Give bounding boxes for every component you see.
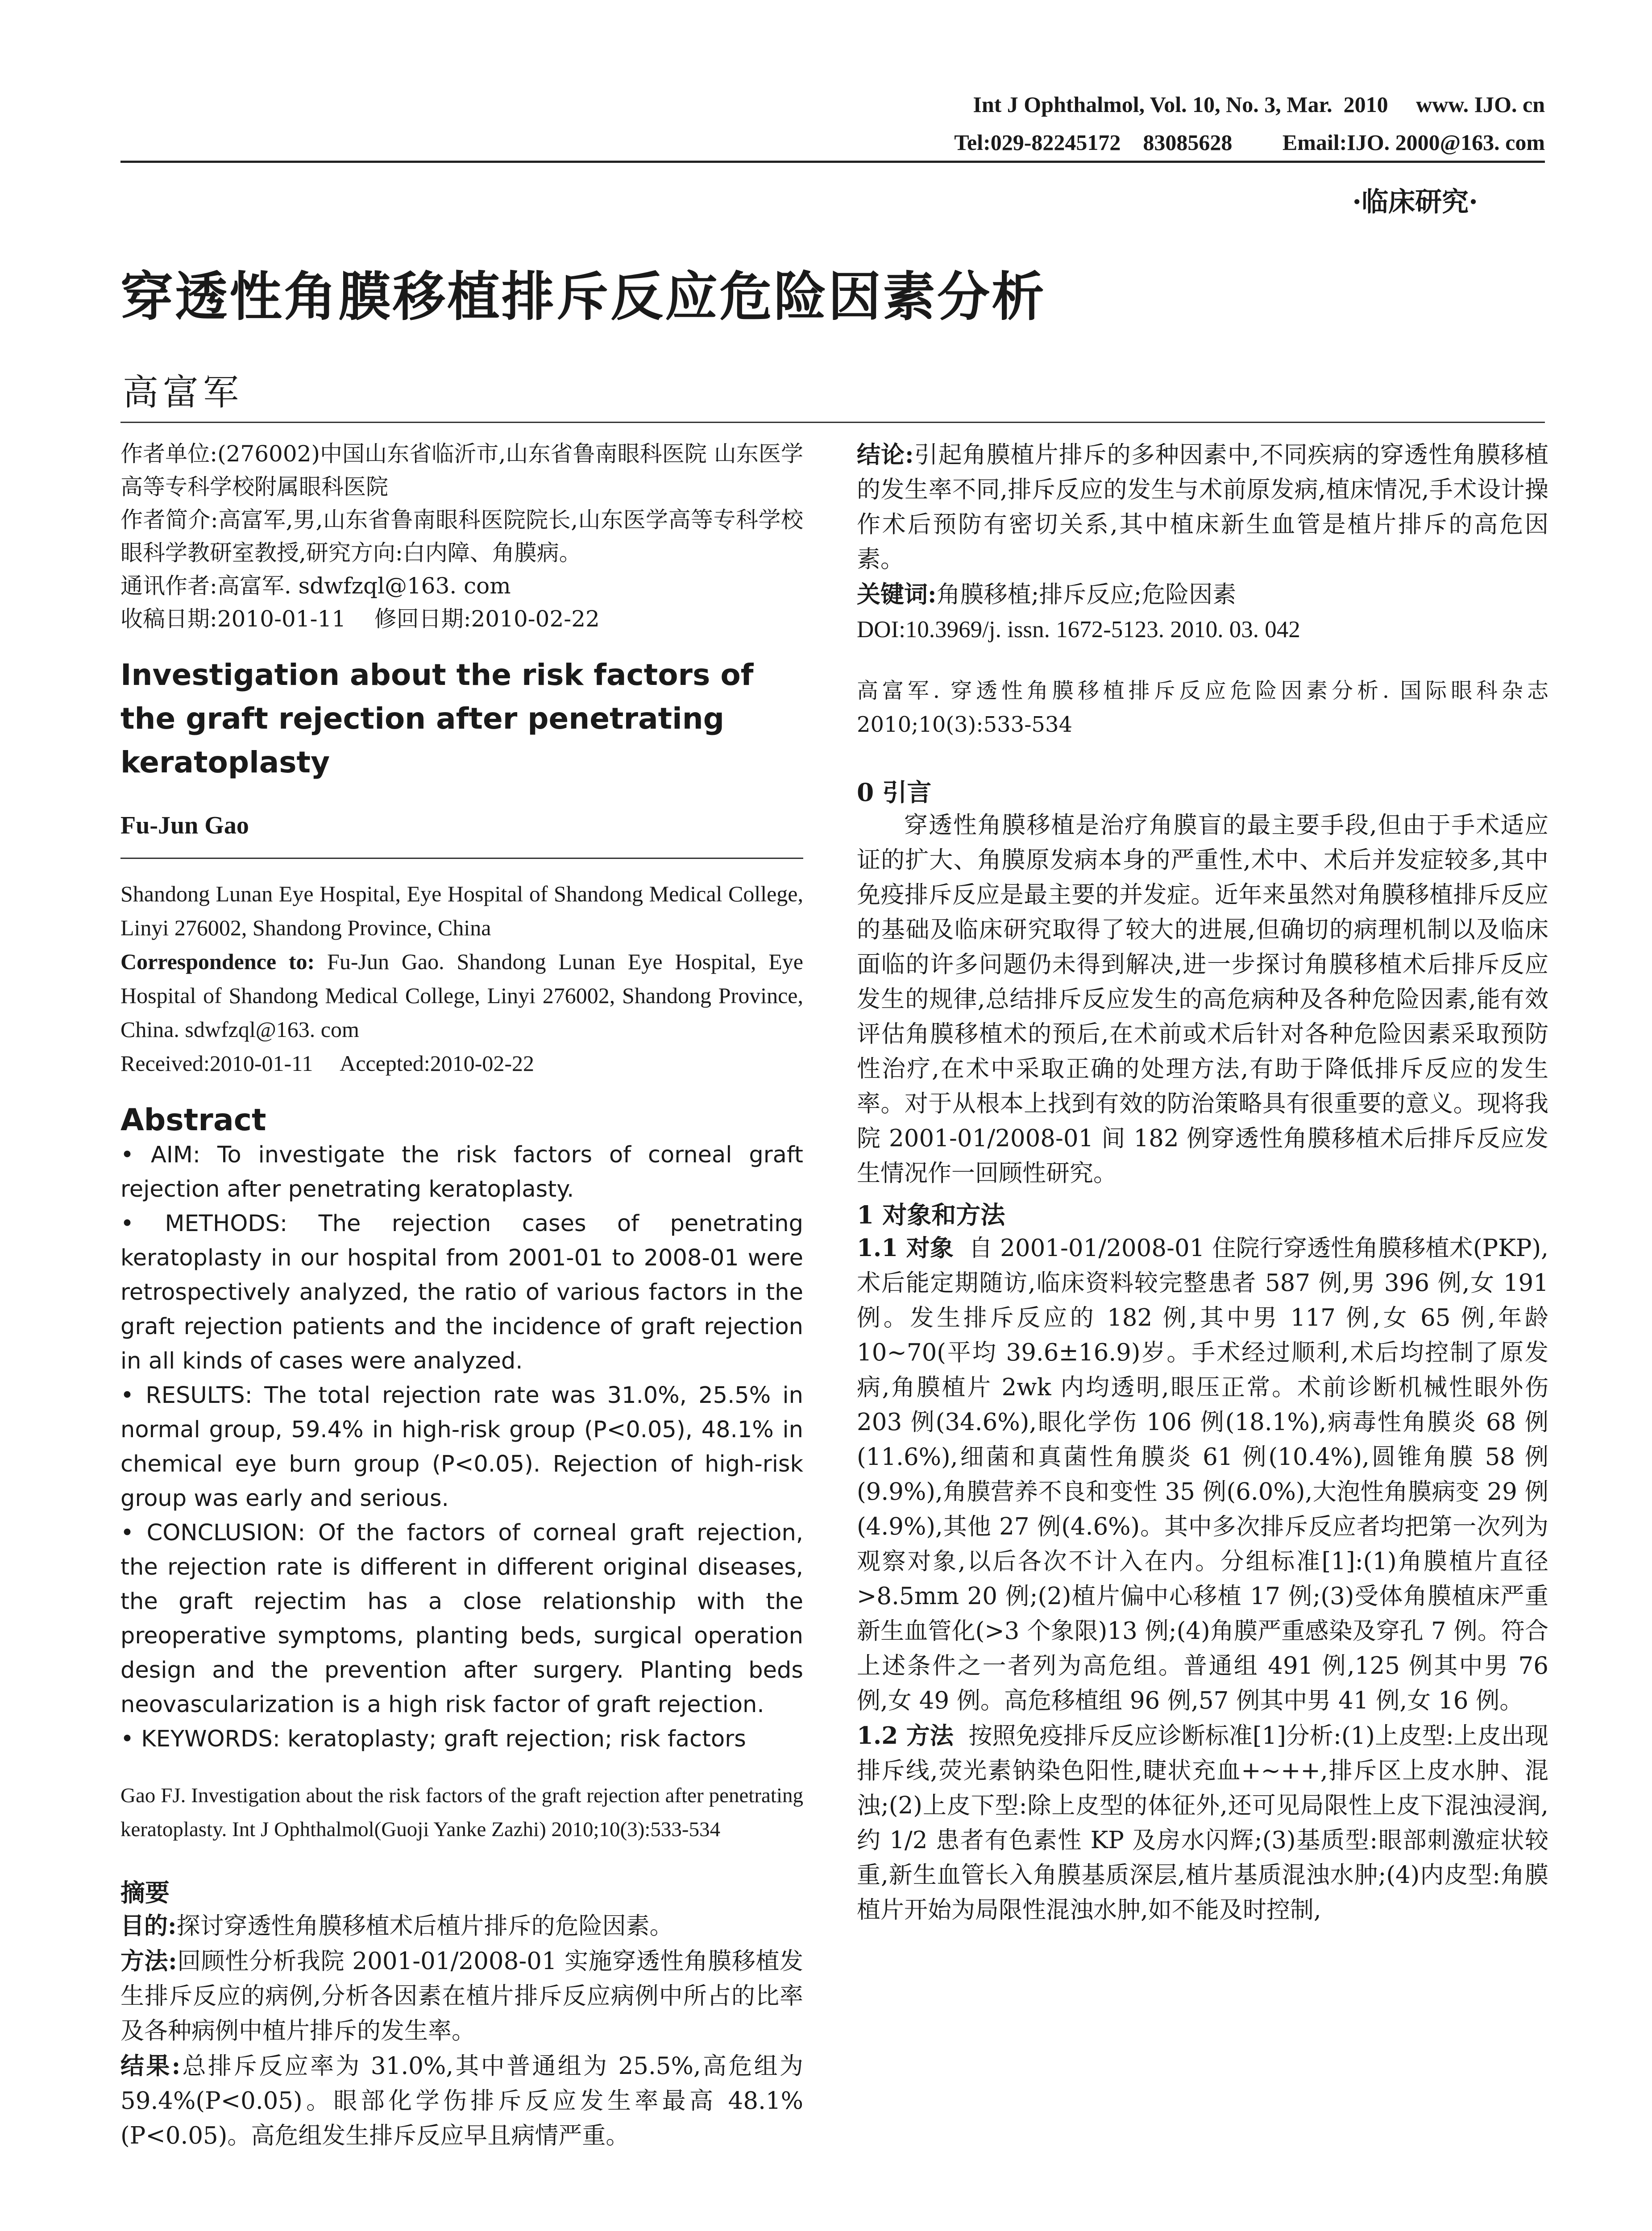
abstract-methods: • METHODS: The rejection cases of penetrating keratoplasty in our hospital from 2001-01 to 2008-01 were retrospectively analyzed, the ratio of various factors in the graft rejection patients and the incidence of graft rejection in all kinds of cases were analyzed. bbox=[120, 1211, 803, 1374]
aim-text-cn: 探讨穿透性角膜移植术后植片排斥的危险因素。 bbox=[176, 1912, 673, 1940]
section-1-1-text: 自 2001-01/2008-01 住院行穿透性角膜移植术(PKP),术后能定期随访,临床资料较完整患者 587 例,男 396 例,女 191 例。发生排斥反应的 182 例,其中男 117 例,女 65 例,年龄 10~70(平均 39.6±16.9)岁。手术经过顺利,术后均控制了原发病,角膜植片 2wk 内均透明,眼压正常。术前诊断机械性眼外伤 203 例(34.6%),眼化学伤 106 例(18.1%),病毒性角膜炎 68 例(11.6%),细菌和真菌性角膜炎 61 例(10.4%),圆锥角膜 58 例(9.9%),角膜营养不良和变性 35 例(6.0%),大泡性角膜病变 29 例(4.9%),其他 27 例(4.6%)。其中多次排斥反应者均把第一次列为观察对象,以后各次不计入在内。分组标准[1]:(1)角膜植片直径>8.5mm 20 例;(2)植片偏中心移植 17 例;(3)受体角膜植床严重新生血管化(>3 个象限)13 例;(4)角膜严重感染及穿孔 7 例。符合上述条件之一者列为高危组。普通组 491 例,125 例其中男 76 例,女 49 例。高危移植组 96 例,57 例其中男 41 例,女 16 例。 bbox=[857, 1235, 1556, 1714]
left-column bbox=[120, 437, 803, 2153]
methods-heading: 1 对象和方法 bbox=[857, 1200, 1005, 1229]
citation-en: Gao FJ. Investigation about the risk factors of the graft rejection after penetrating keratoplasty. Int J Ophthalmol(Guoji Yanke Zazhi) 2010;10(3):533-534 bbox=[120, 1784, 803, 1841]
affiliation-address-en: Shandong Lunan Eye Hospital, Eye Hospital of Shandong Medical College, Linyi 276002, Shandong Province, China bbox=[120, 881, 803, 940]
abstract-cn-results bbox=[120, 2049, 803, 2153]
abstract-cn-heading: 摘要 bbox=[120, 1878, 170, 1907]
aim-label-cn: 目的: bbox=[120, 1912, 177, 1940]
abstract-heading: Abstract bbox=[120, 1103, 266, 1138]
methods-label-cn: 方法: bbox=[120, 1947, 177, 1975]
abstract-keywords: • KEYWORDS: keratoplasty; graft rejection; risk factors bbox=[120, 1726, 746, 1752]
article-title-cn: 穿透性角膜移植排斥反应危险因素分析 bbox=[120, 265, 1046, 328]
correspondence-label: Correspondence to: bbox=[120, 949, 315, 974]
journal-header-line1: Int J Ophthalmol, Vol. 10, No. 3, Mar. 2010 www. IJO. cn bbox=[973, 92, 1545, 117]
abstract-results: • RESULTS: The total rejection rate was 31.0%, 25.5% in normal group, 59.4% in high-risk group (P<0.05), 48.1% in chemical eye burn group (P<0.05). Rejection of high-risk group was early and serious. bbox=[120, 1382, 803, 1512]
section-1-2-text: 按照免疫排斥反应诊断标准[1]分析:(1)上皮型:上皮出现排斥线,荧光素钠染色阳性,睫状充血+~++,排斥区上皮水肿、混浊;(2)上皮下型:除上皮型的体征外,还可见局限性上皮下混浊浸润,约 1/2 患者有色素性 KP 及房水闪辉;(3)基质型:眼部刺激症状较重,新生血管长入角膜基质深层,植片基质混浊水肿;(4)内皮型:角膜植片开始为局限性混浊水肿,如不能及时控制, bbox=[857, 1722, 1548, 1924]
results-text-cn: 总排斥反应率为 31.0%,其中普通组为 25.5%,高危组为 59.4%(P<0.05)。眼部化学伤排斥反应发生率最高 48.1%(P<0.05)。高危组发生排斥反应早且病情严重。 bbox=[120, 2053, 803, 2149]
abstract-cn-keywords bbox=[857, 577, 1548, 612]
abstract-cn-body bbox=[120, 1908, 803, 2153]
author-bio: 作者简介:高富军,男,山东省鲁南眼科医院院长,山东医学高等专科学校眼科学教研室教授,研究方向:白内障、角膜病。 bbox=[120, 507, 803, 566]
section-1-1-label: 1.1 对象 bbox=[857, 1234, 954, 1262]
intro-heading: 0 引言 bbox=[857, 778, 932, 807]
correspondence-en bbox=[120, 945, 803, 1046]
conclusion-text-cn: 引起角膜植片排斥的多种因素中,不同疾病的穿透性角膜移植的发生率不同,排斥反应的发生与术前原发病,植床情况,手术设计操作术后预防有密切关系,其中植床新生血管是植片排斥的高危因素。 bbox=[857, 441, 1548, 573]
author-divider bbox=[120, 858, 803, 859]
abstract-conclusion: • CONCLUSION: Of the factors of corneal graft rejection, the rejection rate is different in different original diseases, the graft rejectim has a close relationship with the preoperative symptoms, planting beds, surgical operation design and the prevention after surgery. Planting beds neovascularization is a high risk factor of graft rejection. bbox=[120, 1520, 803, 1718]
header-divider bbox=[120, 161, 1545, 163]
received-dates: 收稿日期:2010-01-11 修回日期:2010-02-22 bbox=[120, 606, 600, 632]
dates-en: Received:2010-01-11 Accepted:2010-02-22 bbox=[120, 1051, 535, 1076]
abstract-cn-continued bbox=[857, 437, 1548, 647]
keywords-label-cn: 关键词: bbox=[857, 581, 937, 608]
section-1-1 bbox=[857, 1231, 1556, 1718]
title-divider bbox=[120, 422, 1545, 423]
abstract-body bbox=[120, 1138, 803, 1756]
right-column bbox=[857, 437, 1556, 1928]
results-label-cn: 结果: bbox=[120, 2052, 181, 2080]
section-1-2 bbox=[857, 1718, 1548, 1928]
abstract-aim: • AIM: To investigate the risk factors of corneal graft rejection after penetrating keratoplasty. bbox=[120, 1142, 803, 1203]
section-label: ·临床研究· bbox=[1352, 187, 1478, 218]
abstract-cn-methods bbox=[120, 1944, 803, 2049]
journal-header-line2: Tel:029-82245172 83085628 Email:IJO. 2000@163. com bbox=[954, 130, 1545, 155]
affiliation-en bbox=[120, 877, 803, 1080]
conclusion-label-cn: 结论: bbox=[857, 441, 914, 469]
corresponding-author: 通讯作者:高富军. sdwfzql@163. com bbox=[120, 573, 511, 599]
article-title-en: Investigation about the risk factors of the graft rejection after penetrating keratoplasty bbox=[120, 658, 754, 780]
keywords-text-cn: 角膜移植;排斥反应;危险因素 bbox=[936, 581, 1237, 608]
intro-text: 穿透性角膜移植是治疗角膜盲的最主要手段,但由于手术适应证的扩大、角膜原发病本身的严重性,术中、术后并发症较多,其中免疫排斥反应是最主要的并发症。近年来虽然对角膜移植排斥反应的基础及临床研究取得了较大的进展,但确切的病理机制以及临床面临的许多问题仍未得到解决,进一步探讨角膜移植术后排斥反应发生的规律,总结排斥反应发生的高危病种及各种危险因素,能有效评估角膜移植术的预后,在术前或术后针对各种危险因素采取预防性治疗,在术中采取正确的处理方法,有助于降低排斥反应的发生率。对于从根本上找到有效的防治策略具有很重要的意义。现将我院 2001-01/2008-01 间 182 例穿透性角膜移植术后排斥反应发生情况作一回顾性研究。 bbox=[857, 812, 1548, 1187]
citation-cn: 高富军. 穿透性角膜移植排斥反应危险因素分析. 国际眼科杂志 2010;10(3):533-534 bbox=[857, 678, 1548, 737]
correspondence-text: Fu-Jun Gao. Shandong Lunan Eye Hospital, Eye Hospital of Shandong Medical College, Linyi 276002, Shandong Province, China. sdwfzql@163. com bbox=[120, 949, 803, 1042]
section-1-2-label: 1.2 方法 bbox=[857, 1722, 954, 1750]
author-name-cn: 高富军 bbox=[123, 372, 243, 413]
doi: DOI:10.3969/j. issn. 1672-5123. 2010. 03. 042 bbox=[857, 617, 1300, 643]
author-name-en: Fu-Jun Gao bbox=[120, 812, 249, 839]
abstract-cn-aim bbox=[120, 1908, 803, 1944]
affiliation-cn bbox=[120, 437, 803, 635]
abstract-cn-conclusion bbox=[857, 437, 1548, 577]
affiliation-unit: 作者单位:(276002)中国山东省临沂市,山东省鲁南眼科医院 山东医学高等专科学校附属眼科医院 bbox=[120, 441, 803, 500]
methods-text-cn: 回顾性分析我院 2001-01/2008-01 实施穿透性角膜移植发生排斥反应的病例,分析各因素在植片排斥反应病例中所占的比率及各种病例中植片排斥的发生率。 bbox=[120, 1948, 803, 2044]
